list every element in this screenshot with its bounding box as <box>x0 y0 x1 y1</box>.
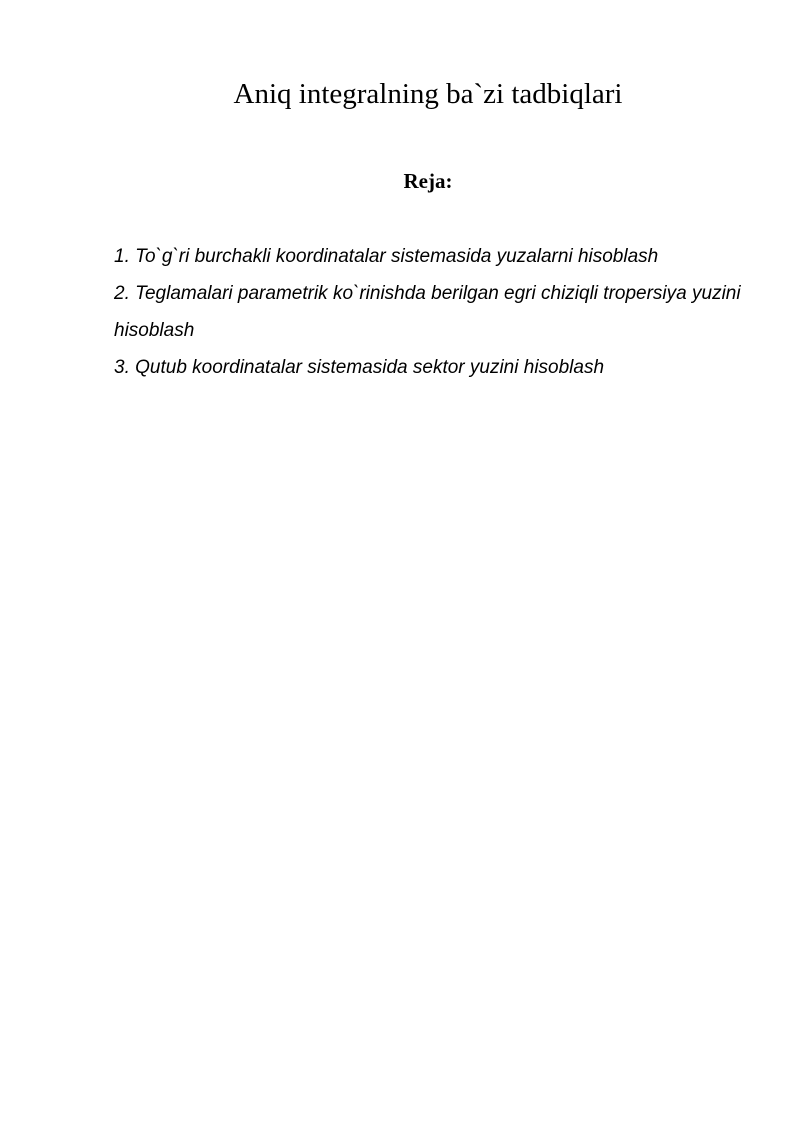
plan-item-3: 3. Qutub koordinatalar sistemasida sektor yuzini hisoblash <box>114 357 605 378</box>
plan-heading: Reja: <box>403 169 453 193</box>
document-title: Aniq integralning ba`zi tadbiqlari <box>233 78 623 110</box>
plan-item-2: 2. Teglamalari parametrik ko`rinishda berilgan egri chiziqli tropersiya yuzini hisoblash <box>114 283 741 341</box>
plan-list <box>114 238 754 386</box>
plan-item-1: 1. To`g`ri burchakli koordinatalar sistemasida yuzalarni hisoblash <box>114 246 659 267</box>
